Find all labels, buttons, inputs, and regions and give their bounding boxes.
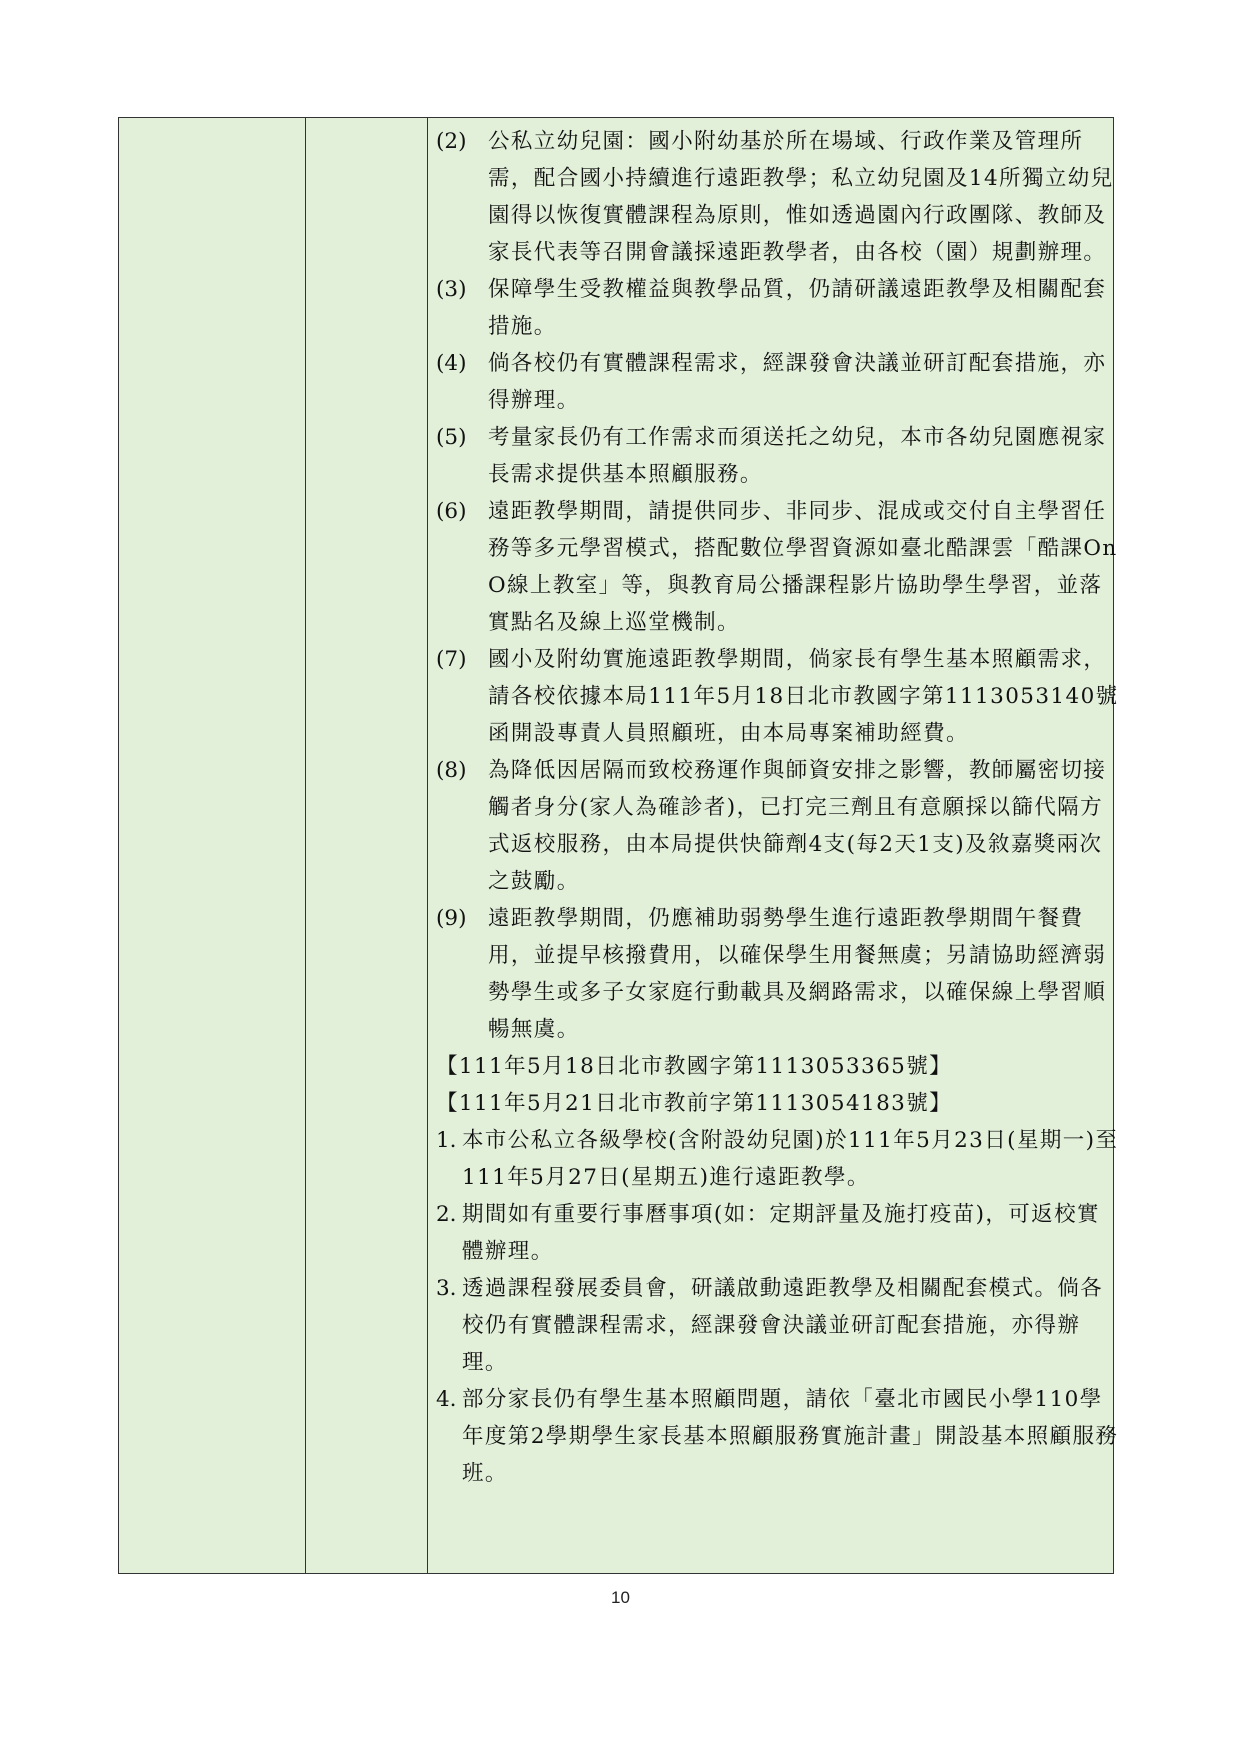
list-item <box>436 1196 1122 1270</box>
list-item <box>436 1122 1122 1196</box>
list-item-number: (3) <box>436 277 467 302</box>
list-item-number: 1. <box>436 1128 457 1153</box>
list-item-text: 透過課程發展委員會，研議啟動遠距教學及相關配套模式。倘各校仍有實體課程需求，經課發會決議並研訂配套措施，亦得辦理。 <box>462 1276 1104 1375</box>
list-item <box>436 1270 1122 1381</box>
table-column-3 <box>428 118 1119 1573</box>
list-item-number: 3. <box>436 1276 457 1301</box>
list-item-number: (2) <box>436 129 467 154</box>
list-item <box>436 752 1122 900</box>
list-item-text: 期間如有重要行事曆事項(如：定期評量及施打疫苗)，可返校實體辦理。 <box>462 1202 1100 1264</box>
document-reference: 【111年5月18日北市教國字第1113053365號】 <box>436 1054 953 1079</box>
list-item-text: 遠距教學期間，仍應補助弱勢學生進行遠距教學期間午餐費用，並提早核撥費用，以確保學生用餐無虞；另請協助經濟弱勢學生或多子女家庭行動載具及網路需求，以確保線上學習順暢無虞。 <box>488 906 1107 1042</box>
list-item <box>436 271 1122 345</box>
list-item-text: 保障學生受教權益與教學品質，仍請研議遠距教學及相關配套措施。 <box>488 277 1107 339</box>
list-item-text: 倘各校仍有實體課程需求，經課發會決議並研訂配套措施，亦得辦理。 <box>488 351 1107 413</box>
table-cell-content <box>436 123 1122 1492</box>
list-item-number: 2. <box>436 1202 457 1227</box>
list-item-number: (8) <box>436 758 467 783</box>
list-item <box>436 900 1122 1048</box>
list-item-text: 考量家長仍有工作需求而須送托之幼兒，本市各幼兒園應視家長需求提供基本照顧服務。 <box>488 425 1107 487</box>
list-item-number: (5) <box>436 425 467 450</box>
list-item-text: 公私立幼兒園：國小附幼基於所在場域、行政作業及管理所需，配合國小持續進行遠距教學；私立幼兒園及14所獨立幼兒園得以恢復實體課程為原則，惟如透過園內行政團隊、教師及家長代表等召開會議採遠距教學者，由各校（園）規劃辦理。 <box>488 129 1114 265</box>
list-item-number: (6) <box>436 499 467 524</box>
list-item <box>436 123 1122 271</box>
document-reference: 【111年5月21日北市教前字第1113054183號】 <box>436 1091 953 1116</box>
list-item-number: 4. <box>436 1387 457 1412</box>
list-item-text: 為降低因居隔而致校務運作與師資安排之影響，教師屬密切接觸者身分(家人為確診者)，已打完三劑且有意願採以篩代隔方式返校服務，由本局提供快篩劑4支(每2天1支)及敘嘉獎兩次之鼓勵。 <box>488 758 1107 894</box>
table-column-1 <box>119 118 306 1573</box>
list-item-text: 遠距教學期間，請提供同步、非同步、混成或交付自主學習任務等多元學習模式，搭配數位學習資源如臺北酷課雲「酷課OnO線上教室」等，與教育局公播課程影片協助學生學習，並落實點名及線上巡堂機制。 <box>488 499 1118 635</box>
list-item-text: 部分家長仍有學生基本照顧問題，請依「臺北市國民小學110學年度第2學期學生家長基本照顧服務實施計畫」開設基本照顧服務班。 <box>462 1387 1119 1486</box>
list-item-text: 國小及附幼實施遠距教學期間，倘家長有學生基本照顧需求， 請各校依據本局111年5月18日北市教國字第1113053140號函開設專責人員照顧班，由本局專案補助經費。 <box>488 647 1119 746</box>
list-item-number: (7) <box>436 647 467 672</box>
list-item-number: (9) <box>436 906 467 931</box>
list-item <box>436 493 1122 641</box>
list-item <box>436 419 1122 493</box>
list-item <box>436 345 1122 419</box>
table-column-2 <box>306 118 428 1573</box>
page-number: 10 <box>611 1588 630 1607</box>
list-item-text: 本市公私立各級學校(含附設幼兒園)於111年5月23日(星期一)至111年5月27日(星期五)進行遠距教學。 <box>462 1128 1119 1190</box>
list-item-number: (4) <box>436 351 467 376</box>
list-item <box>436 1381 1122 1492</box>
list-item <box>436 641 1122 752</box>
document-table <box>118 117 1119 1574</box>
